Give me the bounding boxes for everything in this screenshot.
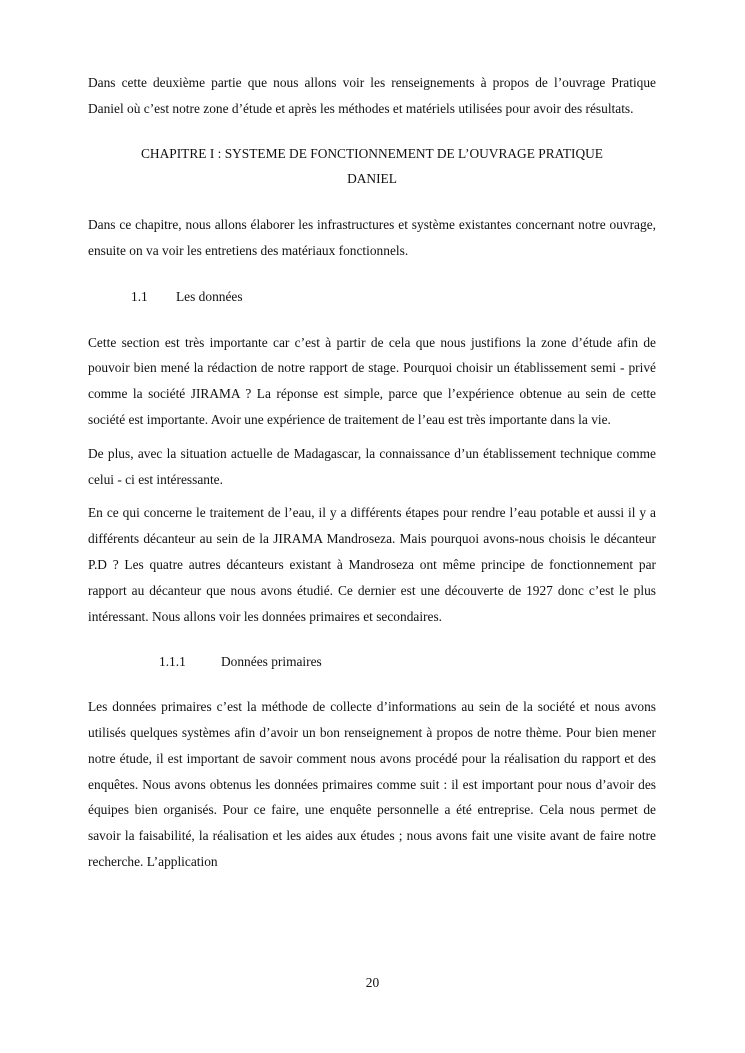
chapter-intro-paragraph: Dans ce chapitre, nous allons élaborer les infrastructures et système existantes concernant notre ouvrage, ensuite on va voir les entretiens des matériaux fonctionnels.: [88, 217, 656, 258]
section-number: 1.1: [131, 288, 148, 304]
intro-paragraph: Dans cette deuxième partie que nous allons voir les renseignements à propos de l’ouvrage Pratique Daniel où c’est notre zone d’étude et après les méthodes et matériels utilisées pour avoir des résultats.: [88, 75, 656, 116]
page-number: 20: [365, 975, 380, 990]
donnees-paragraph-2: De plus, avec la situation actuelle de Madagascar, la connaissance d’un établissement technique comme celui - ci est intéressante.: [88, 445, 656, 487]
chapter-title-line-1: CHAPITRE I : SYSTEME DE FONCTIONNEMENT DE L’OUVRAGE PRATIQUE: [141, 145, 603, 161]
chapter-title-line-2: DANIEL: [347, 171, 397, 187]
donnees-paragraph-1: Cette section est très importante car c’est à partir de cela que nous justifions la zone d’étude afin de pouvoir bien mené la rédaction de notre rapport de stage. Pourquoi choisir un établissement semi - privé comme la société JIRAMA ? La réponse est simple, parce que l’expérience obtenue au sein de cette société est importante. Avoir une expérience de traitement de l’eau est très importante dans la vie.: [88, 334, 656, 427]
section-title: Les données: [176, 288, 243, 304]
donnees-primaires-paragraph: Les données primaires c’est la méthode de collecte d’informations au sein de la société et nous avons utilisés quelques systèmes afin d’avoir un bon renseignement à propos de notre thème. Pour bien mener notre étude, il est important de savoir comment nous avons procédé pour la réalisation du rapport et des enquêtes. Nous avons obtenus les données primaires comme suit : il est important pour nous d’avoir des équipes bien organisés. Pour ce faire, une enquête personnelle a été entreprise. Cela nous permet de savoir la faisabilité, la réalisation et les aides aux études ; nous avons fait une visite avant de faire notre recherche. L’application: [88, 699, 656, 869]
section-heading-1-1-1: [88, 649, 656, 675]
chapter-title: [88, 141, 656, 193]
subsection-number: 1.1.1: [159, 654, 186, 670]
donnees-paragraph-3: En ce qui concerne le traitement de l’eau, il y a différents étapes pour rendre l’eau potable et aussi il y a différents décanteur au sein de la JIRAMA Mandroseza. Mais pourquoi avons-nous choisis le décanteur P.D ? Les quatre autres décanteurs existant à Mandroseza ont même principe de fonctionnement par rapport au décanteur que nous avons étudié. Ce dernier est une découverte de 1927 donc c’est le plus intéressant. Nous allons voir les données primaires et secondaires.: [88, 505, 656, 624]
subsection-title: Données primaires: [221, 654, 322, 670]
section-heading-1-1: [88, 284, 656, 310]
document-page: [88, 70, 656, 875]
